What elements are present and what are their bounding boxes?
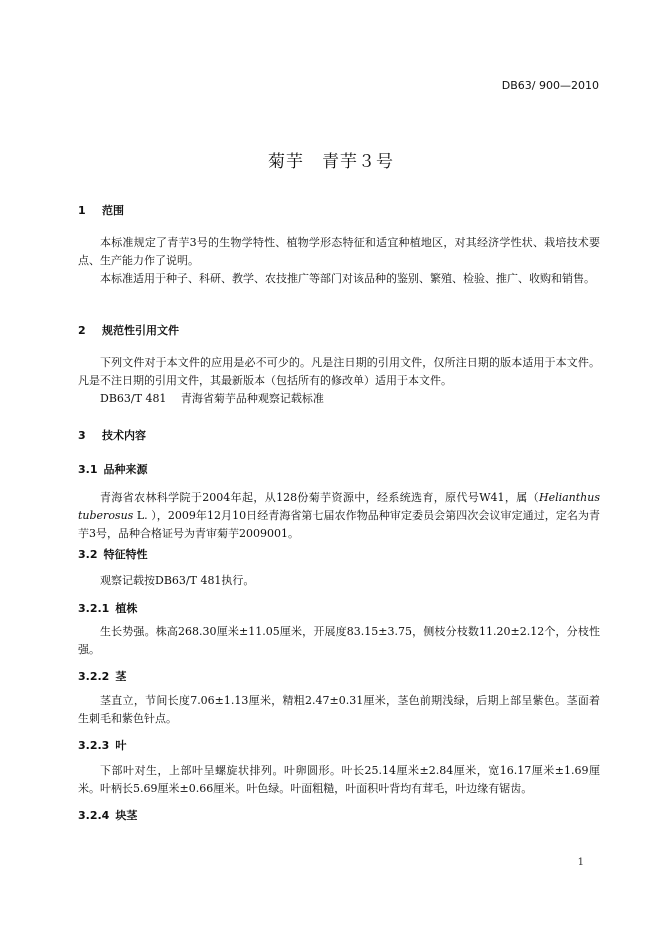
section-3-heading (78, 427, 146, 443)
section-title: 茎 (115, 670, 127, 683)
section-number: 3.2.1 (78, 602, 110, 615)
section-title: 技术内容 (102, 429, 146, 442)
section-title: 品种来源 (103, 463, 148, 476)
section-1-paragraph-2: 本标准适用于种子、科研、教学、农技推广等部门对该品种的鉴别、繁殖、检验、推广、收购和销售。 (100, 272, 595, 285)
section-3-2-3-paragraph: 下部叶对生，上部叶呈螺旋状排列。叶卵圆形。叶长25.14厘米±2.84厘米，宽16.17厘米±1.69厘米。叶柄长5.69厘米±0.66厘米。叶色绿。叶面粗糙，叶面积叶背均有茸毛，叶边缘有锯齿。 (78, 764, 600, 795)
section-3-2-4-heading (78, 807, 137, 823)
section-3-2-1-heading (78, 600, 137, 616)
section-title: 叶 (115, 739, 127, 752)
paragraph-text-end: L. ），2009年12月10日经青海省第七届农作物品种审定委员会第四次会议审定通过，定名为青芋3号，品种合格证号为青审菊芋2009001。 (78, 509, 600, 540)
section-number: 3.2.2 (78, 670, 110, 683)
section-number: 3.2.4 (78, 809, 110, 822)
page-number: 1 (577, 857, 584, 868)
section-title: 范围 (102, 204, 124, 217)
section-number: 3.2 (78, 548, 98, 561)
section-number: 3 (78, 429, 86, 442)
section-3-1-paragraph (78, 489, 600, 543)
section-3-2-2-heading (78, 668, 126, 684)
paragraph-text-start: 青海省农林科学院于2004年起，从128份菊芋资源中，经系统选育，原代号W41，属（ (100, 491, 539, 504)
section-3-2-paragraph: 观察记载按DB63/T 481执行。 (100, 574, 255, 587)
section-title: 植株 (115, 602, 138, 615)
section-2-reference: DB63/T 481 青海省菊芋品种观察记载标准 (100, 392, 324, 405)
section-2-paragraph-1: 下列文件对于本文件的应用是必不可少的。凡是注日期的引用文件，仅所注日期的版本适用于本文件。凡是不注日期的引用文件，其最新版本（包括所有的修改单）适用于本文件。 (78, 356, 600, 387)
section-1-heading (78, 202, 124, 218)
section-number: 2 (78, 324, 86, 337)
section-1-paragraph-1: 本标准规定了青芋3号的生物学特性、植物学形态特征和适宜种植地区，对其经济学性状、栽培技术要点、生产能力作了说明。 (78, 236, 600, 267)
section-number: 1 (78, 204, 86, 217)
section-title: 特征特性 (103, 548, 148, 561)
standard-code: DB63/ 900—2010 (501, 79, 599, 92)
section-number: 3.2.3 (78, 739, 110, 752)
section-title: 规范性引用文件 (102, 324, 179, 337)
latin-species-name: Helianthus tuberosus (78, 491, 600, 522)
section-3-2-1-paragraph: 生长势强。株高268.30厘米±11.05厘米，开展度83.15±3.75，侧枝分枝数11.20±2.12个，分枝性强。 (78, 625, 600, 656)
section-title: 块茎 (115, 809, 138, 822)
section-3-1-heading (78, 461, 148, 477)
section-3-2-3-heading (78, 737, 126, 753)
section-3-2-heading (78, 546, 148, 562)
section-3-2-2-paragraph: 茎直立，节间长度7.06±1.13厘米，精粗2.47±0.31厘米，茎色前期浅绿，后期上部呈紫色。茎面着生刺毛和紫色针点。 (78, 694, 600, 725)
section-number: 3.1 (78, 463, 98, 476)
section-2-heading (78, 322, 179, 338)
document-title: 菊芋 青芋３号 (268, 152, 394, 172)
